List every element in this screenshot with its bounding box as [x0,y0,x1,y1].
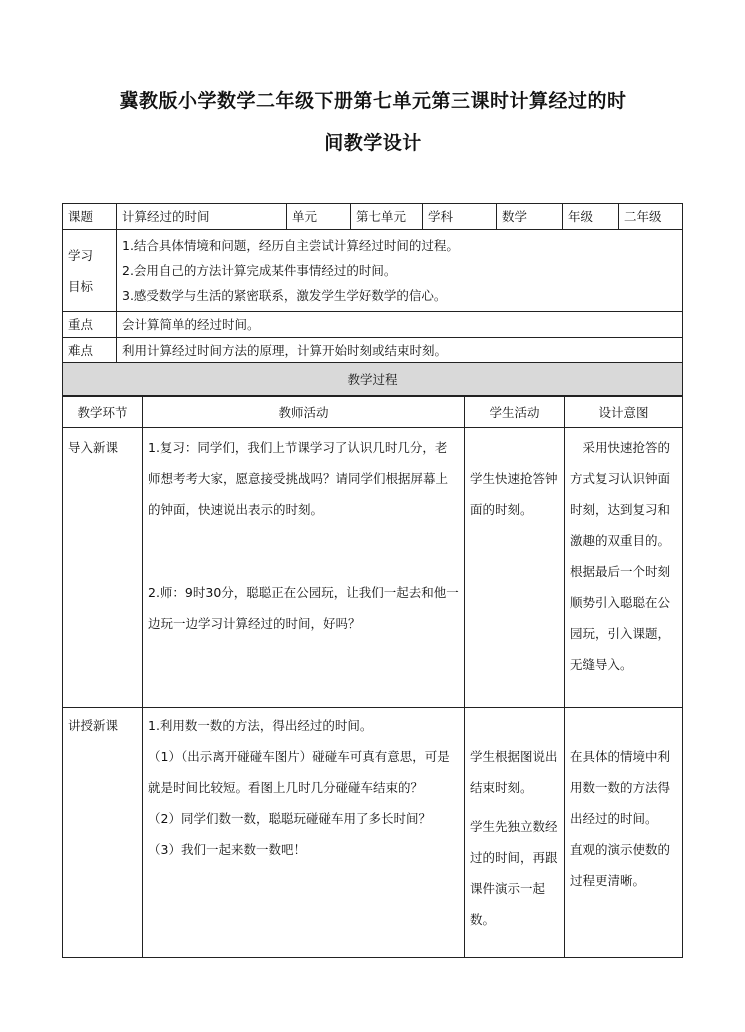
goals-label-line-1: 学习 [68,247,94,263]
intent-paragraph: 根据最后一个时刻顺势引入聪聪在公园玩，引入课题，无缝导入。 [570,564,671,672]
key-point-row [63,312,683,338]
stage-label: 讲授新课 [68,718,119,733]
process-header-row [63,363,683,396]
column-header-stage: 教学环节 [63,397,143,428]
student-activity [465,708,565,958]
subject-label: 学科 [423,204,497,230]
column-header-row [63,397,683,428]
subject-value: 数学 [497,204,563,230]
student-paragraph: 学生先独立数经过的时间，再跟课件演示一起数。 [470,819,558,927]
document-title-line-1: 冀教版小学数学二年级下册第七单元第三课时计算经过的时 [119,90,627,112]
intent-paragraph: 采用快速抢答的方式复习认识钟面时刻，达到复习和激趣的双重目的。 [570,440,671,548]
grade-value: 二年级 [619,204,683,230]
process-header: 教学过程 [63,363,683,396]
design-intent [565,428,683,708]
intent-paragraph: 直观的演示使数的过程更清晰。 [570,842,671,888]
paragraph-gap [148,525,459,577]
info-row [63,204,683,230]
unit-label: 单元 [287,204,351,230]
difficulty-label: 难点 [63,338,117,363]
goals-row [63,230,683,312]
column-header-student: 学生活动 [465,397,565,428]
goals-label [63,230,117,312]
process-row-intro [63,428,683,708]
goal-item: 3.感受数学与生活的紧密联系，激发学生学好数学的信心。 [122,288,447,303]
teacher-paragraph: （3）我们一起来数一数吧！ [148,842,306,857]
difficulty-value: 利用计算经过时间方法的原理，计算开始时刻或结束时刻。 [117,338,683,363]
key-point-value: 会计算简单的经过时间。 [117,312,683,338]
stage-cell [63,428,143,708]
student-paragraph: 学生根据图说出结束时刻。 [470,749,558,795]
difficulty-row [63,338,683,363]
column-header-table [62,396,683,428]
teacher-paragraph: 2.师：9时30分，聪聪正在公园玩，让我们一起去和他一边玩一边学习计算经过的时间，好吗？ [148,585,459,631]
grade-label: 年级 [563,204,619,230]
teacher-activity [143,428,465,708]
goal-item: 2.会用自己的方法计算完成某件事情经过的时间。 [122,263,397,278]
process-row-teach [63,708,683,958]
stage-label: 导入新课 [68,440,119,455]
design-intent [565,708,683,958]
teacher-paragraph: 1.利用数一数的方法，得出经过的时间。 [148,718,373,733]
column-header-teacher: 教师活动 [143,397,465,428]
student-activity [465,428,565,708]
teacher-activity [143,708,465,958]
lesson-value: 计算经过的时间 [117,204,287,230]
key-point-label: 重点 [63,312,117,338]
process-table [62,427,683,958]
stage-cell [63,708,143,958]
goals-label-line-2: 目标 [68,278,94,294]
goals-list [117,230,683,312]
lesson-plan-table [62,203,683,396]
unit-value: 第七单元 [351,204,423,230]
teacher-paragraph: 1.复习：同学们，我们上节课学习了认识几时几分，老师想考考大家，愿意接受挑战吗？请同学们根据屏幕上的钟面，快速说出表示的时刻。 [148,440,449,517]
goal-item: 1.结合具体情境和问题，经历自主尝试计算经过时间的过程。 [122,238,459,253]
student-paragraph: 学生快速抢答钟面的时刻。 [470,471,558,517]
lesson-label: 课题 [63,204,117,230]
column-header-intent: 设计意图 [565,397,683,428]
teacher-paragraph: （1）（出示离开碰碰车图片）碰碰车可真有意思，可是就是时间比较短。看图上几时几分碰碰车结束的？ [148,749,450,795]
intent-paragraph: 在具体的情境中利用数一数的方法得出经过的时间。 [570,749,671,826]
teacher-paragraph: （2）同学们数一数，聪聪玩碰碰车用了多长时间？ [148,811,431,826]
document-title-line-2: 间教学设计 [324,132,422,154]
